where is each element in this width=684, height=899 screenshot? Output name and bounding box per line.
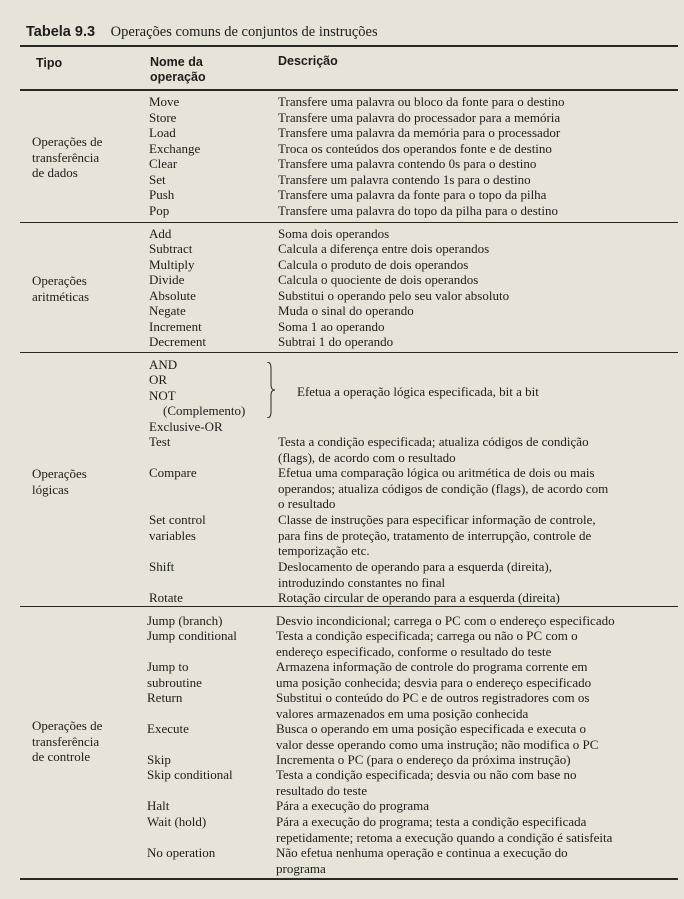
op-desc: Soma 1 ao operando [278, 319, 385, 334]
op-name: Absolute [149, 288, 196, 303]
op-name: Compare [149, 465, 197, 480]
op-desc: Subtrai 1 do operando [278, 334, 394, 349]
op-desc: Transfere uma palavra do topo da pilha para o destino [278, 203, 559, 218]
op-desc: Transfere uma palavra ou bloco da fonte para o destino [278, 94, 565, 109]
op-name: Negate [149, 303, 186, 318]
op-desc: Transfere uma palavra do processador para a memória [278, 110, 561, 125]
op-name: NOT [149, 388, 176, 403]
op-name: Execute [147, 721, 189, 736]
op-desc: Troca os conteúdos dos operandos fonte e de destino [278, 141, 552, 156]
op-name: Jump conditional [147, 628, 237, 643]
op-name: Load [149, 125, 176, 140]
op-desc: Transfere uma palavra da fonte para o topo da pilha [278, 187, 547, 202]
top-rule [20, 45, 678, 47]
op-desc: Muda o sinal do operando [278, 303, 414, 318]
op-desc: Transfere um palavra contendo 1s para o destino [278, 172, 531, 187]
op-name: Halt [147, 798, 170, 813]
category-transferencia-dados: Operações de transferência de dados [32, 134, 103, 181]
op-name: Push [149, 187, 175, 202]
op-name: Add [149, 226, 172, 241]
table-title: Operações comuns de conjuntos de instruções [110, 24, 378, 40]
op-desc: Soma dois operandos [278, 226, 390, 241]
op-desc: Busca o operando em uma posição especificada e executa o valor desse operando como uma instrução; não modifica o PC [276, 721, 599, 752]
op-name: Wait (hold) [147, 814, 207, 829]
table-number: Tabela 9.3 [26, 24, 96, 40]
op-desc: Testa a condição especificada; carrega ou não o PC com o endereço especificado, conforme o resultado do teste [276, 628, 578, 659]
op-desc: Desvio incondicional; carrega o PC com o endereço especificado [276, 613, 615, 628]
op-desc: Incrementa o PC (para o endereço da próxima instrução) [276, 752, 571, 767]
op-desc: Efetua a operação lógica especificada, bit a bit [297, 384, 539, 399]
category-transferencia-controle: Operações de transferência de controle [32, 718, 103, 765]
op-name: Increment [149, 319, 202, 334]
category-aritmeticas: Operações aritméticas [32, 273, 90, 304]
op-desc: Deslocamento de operando para a esquerda (direita), introduzindo constantes no final [278, 559, 552, 590]
op-desc: Substitui o conteúdo do PC e de outros registradores com os valores armazenados em uma posição conhecida [276, 690, 590, 721]
header-tipo: Tipo [36, 56, 63, 70]
op-desc: Classe de instruções para especificar informação de controle, para fins de proteção, tratamento de interrupção, controle de temporização etc. [278, 512, 596, 559]
table-caption [26, 24, 378, 41]
op-name: Multiply [149, 257, 195, 272]
op-name: No operation [147, 845, 216, 860]
op-desc: Transfere uma palavra contendo 0s para o destino [278, 156, 537, 171]
op-name: Return [147, 690, 183, 705]
op-name: Skip [147, 752, 171, 767]
brace-icon [266, 362, 276, 418]
op-desc: Rotação circular de operando para a esquerda (direita) [278, 590, 560, 605]
op-desc: Pára a execução do programa; testa a condição especificada repetidamente; retoma a execução quando a condição é satisfeita [276, 814, 613, 845]
op-name: Jump (branch) [147, 613, 223, 628]
op-name: Jump to subroutine [147, 659, 202, 690]
op-name: Move [149, 94, 180, 109]
op-name: Exclusive-OR [149, 419, 223, 434]
header-nome: Nome da operação [150, 55, 206, 84]
op-name: Decrement [149, 334, 207, 349]
op-name: Divide [149, 272, 185, 287]
op-name: Shift [149, 559, 175, 574]
op-name: Clear [149, 156, 178, 171]
op-desc: Efetua uma comparação lógica ou aritmética de dois ou mais operandos; atualiza códigos de condição (flags), de acordo com o resultado [278, 465, 609, 512]
op-desc: Testa a condição especificada; atualiza códigos de condição (flags), de acordo com o resultado [278, 434, 589, 465]
section-rule [20, 352, 678, 353]
section-rule [20, 606, 678, 607]
bottom-rule [20, 878, 678, 880]
category-logicas: Operações lógicas [32, 466, 87, 497]
op-desc: Substitui o operando pelo seu valor absoluto [278, 288, 510, 303]
op-name: Pop [149, 203, 170, 218]
op-name: OR [149, 372, 168, 387]
op-desc: Não efetua nenhuma operação e continua a execução do programa [276, 845, 568, 876]
op-name: (Complemento) [163, 403, 246, 418]
op-desc: Pára a execução do programa [276, 798, 430, 813]
op-name: Subtract [149, 241, 193, 256]
op-desc: Calcula o quociente de dois operandos [278, 272, 479, 287]
header-rule [20, 89, 678, 91]
op-desc: Transfere uma palavra da memória para o processador [278, 125, 561, 140]
op-desc: Testa a condição especificada; desvia ou não com base no resultado do teste [276, 767, 577, 798]
op-name: Set control variables [149, 512, 206, 543]
op-name: Store [149, 110, 177, 125]
op-name: Set [149, 172, 166, 187]
op-desc: Armazena informação de controle do programa corrente em uma posição conhecida; desvia para o endereço especificado [276, 659, 592, 690]
section-rule [20, 222, 678, 223]
header-descricao: Descrição [278, 54, 338, 68]
op-name: Rotate [149, 590, 183, 605]
op-desc: Calcula o produto de dois operandos [278, 257, 469, 272]
op-name: AND [149, 357, 178, 372]
op-name: Exchange [149, 141, 201, 156]
op-name: Skip conditional [147, 767, 233, 782]
op-name: Test [149, 434, 171, 449]
op-desc: Calcula a diferença entre dois operandos [278, 241, 490, 256]
